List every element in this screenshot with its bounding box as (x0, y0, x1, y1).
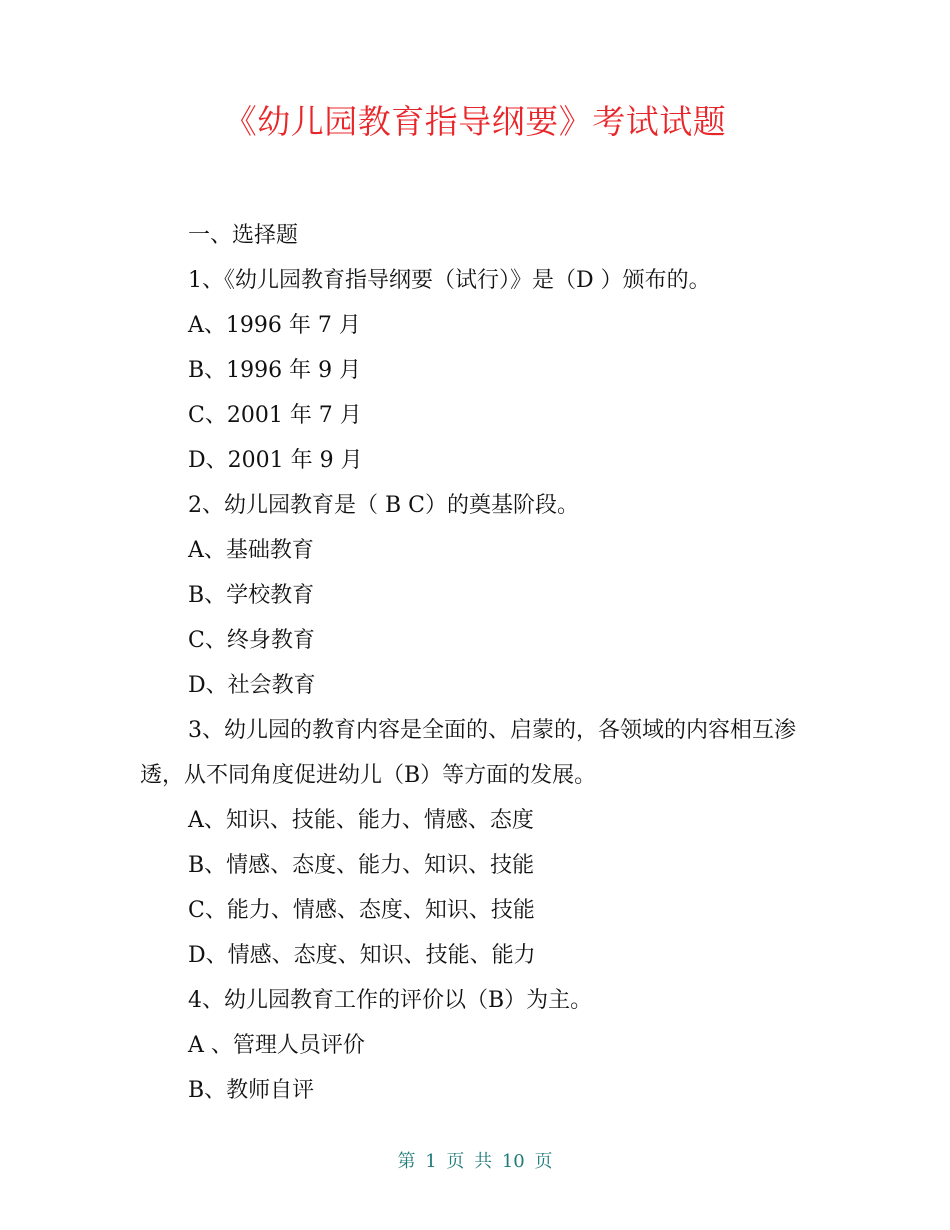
question-2: 2、幼儿园教育是（ B C）的奠基阶段。 (188, 493, 579, 518)
document-title: 《幼儿园教育指导纲要》考试试题 (223, 102, 727, 141)
section-heading: 一、选择题 (188, 223, 299, 248)
q2-option-b: B、学校教育 (188, 583, 315, 608)
question-4: 4、幼儿园教育工作的评价以（B）为主。 (188, 988, 593, 1013)
page-footer: 第 1 页 共 10 页 (397, 1151, 553, 1172)
q3-option-c: C、能力、情感、态度、知识、技能 (188, 898, 535, 923)
q3-option-d: D、情感、态度、知识、技能、能力 (188, 943, 536, 968)
question-1: 1、《幼儿园教育指导纲要（试行）》是（D ）颁布的。 (188, 268, 711, 293)
q1-option-b: B、1996 年 9 月 (188, 358, 362, 383)
question-3: 3、幼儿园的教育内容是全面的、启蒙的，各领域的内容相互渗透，从不同角度促进幼儿（B）等方面的发展。 (140, 718, 796, 788)
q3-option-a: A、知识、技能、能力、情感、态度 (188, 808, 534, 833)
q2-option-c: C、终身教育 (188, 628, 315, 653)
q3-option-b: B、情感、态度、能力、知识、技能 (188, 853, 535, 878)
q1-option-a: A、1996 年 7 月 (188, 313, 361, 338)
q4-option-b: B、教师自评 (188, 1078, 315, 1103)
q2-option-d: D、社会教育 (188, 673, 316, 698)
document-body (140, 213, 820, 1113)
q2-option-a: A、基础教育 (188, 538, 314, 563)
q1-option-d: D、2001 年 9 月 (188, 448, 363, 473)
q1-option-c: C、2001 年 7 月 (188, 403, 362, 428)
q4-option-a: A 、管理人员评价 (188, 1033, 365, 1058)
